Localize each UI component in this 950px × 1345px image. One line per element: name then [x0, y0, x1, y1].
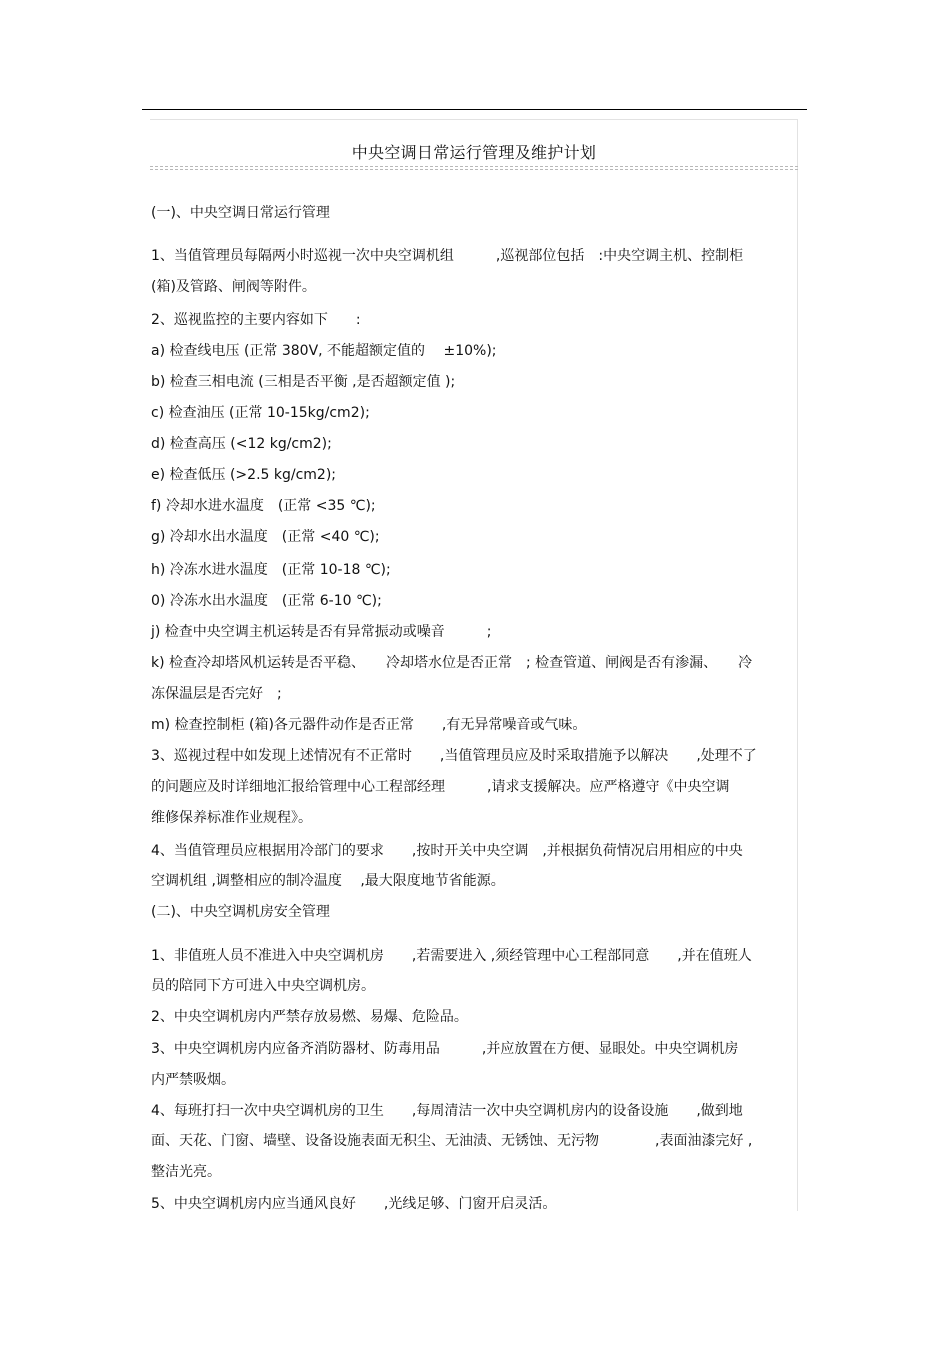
text-line: 的问题应及时详细地汇报给管理中心工程部经理 ,请求支援解决。应严格遵守《中央空调 — [151, 779, 730, 795]
text-line: 3、巡视过程中如发现上述情况有不正常时 ,当值管理员应及时采取措施予以解决 ,处理不了 — [151, 748, 757, 764]
text-line: g) 冷却水出水温度 (正常 <40 ℃); — [151, 529, 380, 545]
text-line: h) 冷冻水进水温度 (正常 10-18 ℃); — [151, 562, 391, 578]
text-line: k) 检查冷却塔风机运转是否平稳、 冷却塔水位是否正常 ; 检查管道、闸阀是否有渗漏、 冷 — [151, 655, 753, 671]
text-line: 维修保养标准作业规程》。 — [151, 810, 312, 826]
text-line: j) 检查中央空调主机运转是否有异常振动或噪音 ; — [151, 624, 492, 640]
text-line: f) 冷却水进水温度 (正常 <35 ℃); — [151, 498, 376, 514]
text-line: e) 检查低压 (>2.5 kg/cm2); — [151, 467, 337, 483]
text-line: 冻保温层是否完好 ; — [151, 686, 282, 702]
page-frame-top — [150, 119, 798, 120]
text-line: 空调机组 ,调整相应的制冷温度 ,最大限度地节省能源。 — [151, 873, 505, 889]
text-line: (一)、中央空调日常运行管理 — [151, 205, 330, 221]
text-line: 员的陪同下方可进入中央空调机房。 — [151, 978, 375, 994]
text-line: (箱)及管路、闸阀等附件。 — [151, 279, 316, 295]
page-frame-right — [797, 119, 798, 1211]
text-line: 整洁光亮。 — [151, 1164, 221, 1180]
text-line: d) 检查高压 (<12 kg/cm2); — [151, 436, 332, 452]
text-line: 2、巡视监控的主要内容如下 : — [151, 312, 361, 328]
text-line: b) 检查三相电流 (三相是否平衡 ,是否超额定值 ); — [151, 374, 456, 390]
text-line: 0) 冷冻水出水温度 (正常 6-10 ℃); — [151, 593, 382, 609]
text-line: 4、当值管理员应根据用冷部门的要求 ,按时开关中央空调 ,并根据负荷情况启用相应的中央 — [151, 843, 743, 859]
text-line: a) 检查线电压 (正常 380V, 不能超额定值的 ±10%); — [151, 343, 497, 359]
text-line: 内严禁吸烟。 — [151, 1072, 235, 1088]
text-line: 4、每班打扫一次中央空调机房的卫生 ,每周清洁一次中央空调机房内的设备设施 ,做到地 — [151, 1103, 743, 1119]
text-line: 3、中央空调机房内应备齐消防器材、防毒用品 ,并应放置在方便、显眼处。中央空调机房 — [151, 1041, 739, 1057]
document-title: 中央空调日常运行管理及维护计划 — [351, 143, 597, 162]
text-line: 1、当值管理员每隔两小时巡视一次中央空调机组 ,巡视部位包括 :中央空调主机、控制柜 — [151, 248, 744, 264]
text-line: 5、中央空调机房内应当通风良好 ,光线足够、门窗开启灵活。 — [151, 1196, 557, 1212]
text-line: 1、非值班人员不准进入中央空调机房 ,若需要进入 ,须经管理中心工程部同意 ,并在值班人 — [151, 948, 752, 964]
header-rule — [142, 109, 807, 110]
text-line: (二)、中央空调机房安全管理 — [151, 904, 330, 920]
text-line: c) 检查油压 (正常 10-15kg/cm2); — [151, 405, 370, 421]
text-line: 2、中央空调机房内严禁存放易燃、易爆、危险品。 — [151, 1009, 468, 1025]
text-line: m) 检查控制柜 (箱)各元器件动作是否正常 ,有无异常噪音或气味。 — [151, 717, 587, 733]
text-line: 面、天花、门窗、墙壁、设备设施表面无积尘、无油渍、无锈蚀、无污物 ,表面油漆完好 , — [151, 1133, 753, 1149]
title-underline — [150, 166, 798, 170]
